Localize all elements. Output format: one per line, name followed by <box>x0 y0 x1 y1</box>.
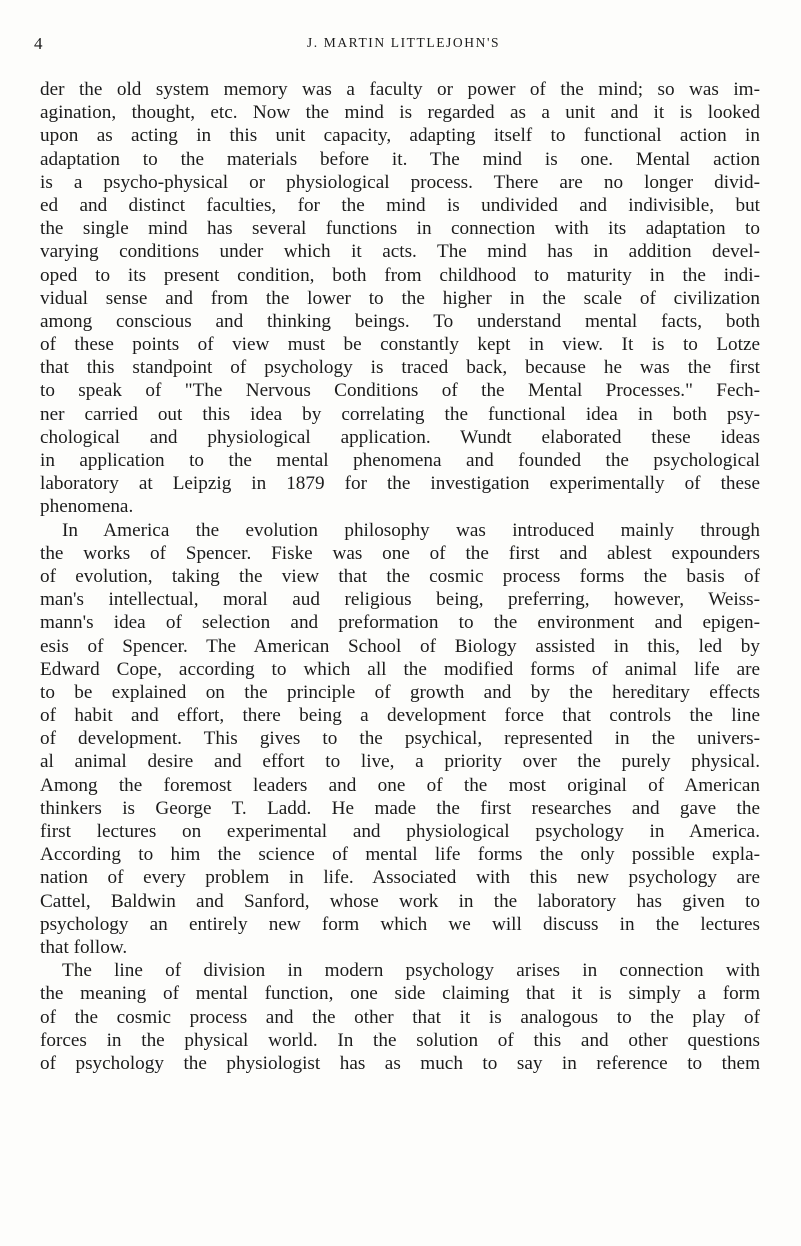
text-line: In America the evolution philosophy was introduced mainly through <box>62 519 760 541</box>
text-line: agination, thought, etc. Now the mind is regarded as a unit and it is looked <box>40 102 760 124</box>
text-line: ner carried out this idea by correlating the functional idea in both psy- <box>40 403 760 425</box>
text-line: man's intellectual, moral aud religious being, preferring, however, Weiss- <box>40 589 760 611</box>
text-line: psychology an entirely new form which we will discuss in the lectures <box>40 913 760 935</box>
text-line: ed and distinct faculties, for the mind is undivided and indivisible, but <box>40 194 760 216</box>
text-line: of evolution, taking the view that the cosmic process forms the basis of <box>40 565 760 587</box>
text-line: of habit and effort, there being a development force that controls the line <box>40 705 760 727</box>
text-line: forces in the physical world. In the solution of this and other questions <box>40 1029 760 1051</box>
text-line: among conscious and thinking beings. To understand mental facts, both <box>40 310 760 332</box>
text-line: of these points of view must be constantly kept in view. It is to Lotze <box>40 334 760 356</box>
text-line: Among the foremost leaders and one of the most original of American <box>40 774 760 796</box>
text-line: der the old system memory was a faculty or power of the mind; so was im- <box>40 79 760 100</box>
text-line: upon as acting in this unit capacity, adapting itself to functional action in <box>40 125 760 147</box>
text-line: esis of Spencer. The American School of Biology assisted in this, led by <box>40 635 760 657</box>
text-line: the works of Spencer. Fiske was one of the first and ablest expounders <box>40 542 760 564</box>
text-line: that follow. <box>40 936 128 958</box>
text-line: According to him the science of mental life forms the only possible expla- <box>40 844 760 866</box>
text-line: Edward Cope, according to which all the modified forms of animal life are <box>40 658 760 680</box>
running-head: J. MARTIN LITTLEJOHN'S <box>306 35 501 50</box>
text-line: of development. This gives to the psychical, represented in the univers- <box>40 728 760 750</box>
text-line: the single mind has several functions in connection with its adaptation to <box>40 218 760 240</box>
text-line: vidual sense and from the lower to the higher in the scale of civilization <box>40 287 760 309</box>
text-line: of psychology the physiologist has as much to say in reference to them <box>40 1052 760 1074</box>
text-line: phenomena. <box>40 496 134 518</box>
text-line: nation of every problem in life. Associated with this new psychology are <box>40 867 760 889</box>
text-line: that this standpoint of psychology is traced back, because he was the first <box>40 357 760 379</box>
text-line: to be explained on the principle of growth and by the hereditary effects <box>40 681 760 703</box>
page-number: 4 <box>34 34 43 53</box>
text-line: varying conditions under which it acts. The mind has in addition devel- <box>40 241 760 263</box>
text-line: The line of division in modern psychology arises in connection with <box>62 960 760 982</box>
body-text <box>40 78 760 1075</box>
text-line: laboratory at Leipzig in 1879 for the investigation experimentally of these <box>40 473 760 495</box>
page-header <box>0 32 801 58</box>
text-line: of the cosmic process and the other that it is analogous to the play of <box>40 1006 760 1028</box>
text-line: oped to its present condition, both from childhood to maturity in the indi- <box>40 264 760 286</box>
text-line: thinkers is George T. Ladd. He made the first researches and gave the <box>40 797 760 819</box>
text-line: is a psycho-physical or physiological process. There are no longer divid- <box>40 171 760 193</box>
text-line: in application to the mental phenomena and founded the psychological <box>40 450 760 471</box>
text-line: first lectures on experimental and physiological psychology in America. <box>40 821 760 842</box>
text-line: al animal desire and effort to live, a priority over the purely physical. <box>40 751 760 773</box>
text-line: the meaning of mental function, one side claiming that it is simply a form <box>40 983 760 1005</box>
text-line: to speak of "The Nervous Conditions of the Mental Processes." Fech- <box>40 380 760 402</box>
text-line: mann's idea of selection and preformation to the environment and epigen- <box>40 612 760 634</box>
text-line: Cattel, Baldwin and Sanford, whose work in the laboratory has given to <box>40 890 760 912</box>
text-line: adaptation to the materials before it. The mind is one. Mental action <box>40 148 760 170</box>
text-line: chological and physiological application. Wundt elaborated these ideas <box>40 426 760 448</box>
